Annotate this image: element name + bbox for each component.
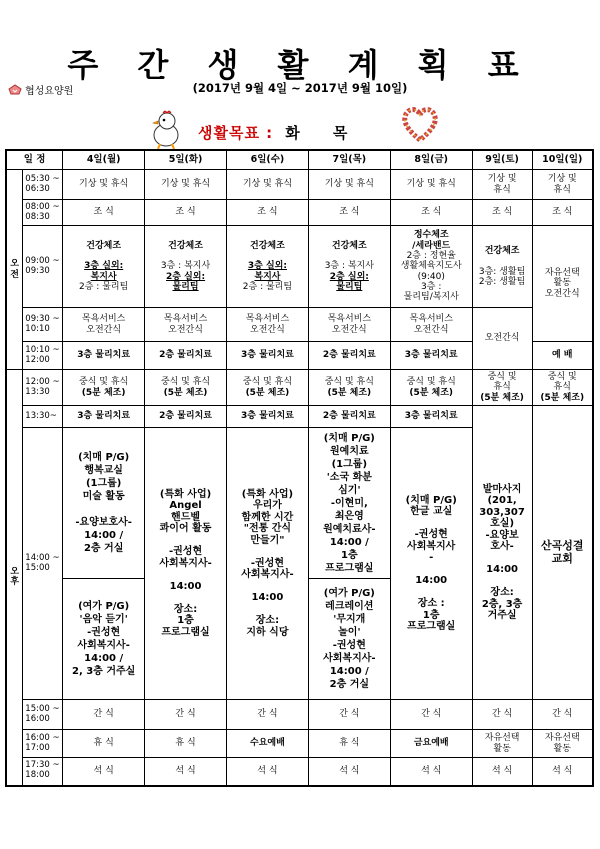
exercise-detail: 2층 실외: 물리팀	[166, 271, 206, 293]
exercise-detail: 3층 : 복지사	[324, 261, 374, 272]
schedule-cell: 3층 물리치료	[63, 342, 145, 370]
schedule-cell	[308, 226, 390, 308]
schedule-cell: 오전간식	[472, 308, 532, 370]
chick-mascot-icon	[145, 108, 187, 150]
schedule-cell: 석 식	[308, 758, 390, 786]
schedule-cell: 목욕서비스 오전간식	[63, 308, 145, 342]
time-cell: 14:00 ~ 15:00	[23, 428, 63, 700]
schedule-cell: 목욕서비스 오전간식	[308, 308, 390, 342]
row-therapy-pm	[6, 406, 593, 428]
program-block: (치매 P/G) 원예치료 (1그룹) '소국 화분 심기' -이현미, 최은영 원예치료사- 14:00 / 1층 프로그램실	[309, 428, 390, 579]
schedule-cell	[226, 226, 308, 308]
schedule-cell: 휴 식	[145, 730, 227, 758]
header-row	[6, 150, 593, 170]
schedule-cell: 간 식	[532, 700, 593, 730]
schedule-cell: 석 식	[390, 758, 472, 786]
lunch-sub: (5분 체조)	[245, 387, 290, 398]
schedule-cell: (특화 사업) 우리가 함께한 시간 "전통 간식 만들기" -권성현 사회복지사- 14:00 장소: 지하 식당	[226, 428, 308, 700]
program-block: (치매 P/G) 행복교실 (1그룹) 미술 활동 -요양보호사- 14:00 / 2층 거실	[63, 428, 144, 579]
schedule-cell	[145, 370, 227, 406]
exercise-detail: 3층: 생활팀 2층: 생활팀	[478, 266, 526, 287]
life-goal	[198, 122, 361, 143]
lunch-sub: (5분 체조)	[480, 392, 524, 403]
schedule-cell: 조 식	[308, 200, 390, 226]
section-pm: 오 후	[6, 370, 23, 786]
schedule-cell: 간 식	[63, 700, 145, 730]
lunch-label: 중식 및 휴식	[324, 377, 374, 388]
schedule-cell: 2층 물리치료	[145, 342, 227, 370]
schedule-cell	[390, 370, 472, 406]
exercise-detail: 2층 : 물리팀	[79, 282, 129, 293]
time-cell: 09:00 ~ 09:30	[23, 226, 63, 308]
schedule-cell: 간 식	[390, 700, 472, 730]
time-cell: 16:00 ~ 17:00	[23, 730, 63, 758]
flower-wreath-icon	[400, 104, 440, 144]
schedule-cell: 석 식	[145, 758, 227, 786]
exercise-detail: 2층 실외: 물리팀	[329, 271, 369, 293]
schedule-cell: 2층 물리치료	[145, 406, 227, 428]
time-cell: 17:30 ~ 18:00	[23, 758, 63, 786]
exercise-head: 건강체조	[168, 240, 203, 251]
schedule-cell: (치매 P/G) 한글 교실 -권성현 사회복지사 - 14:00 장소 : 1층 프로그램실	[390, 428, 472, 700]
row-dinner	[6, 758, 593, 786]
lunch-label: 중식 및 휴식	[242, 377, 293, 388]
exercise-head: 건강체조	[86, 240, 122, 251]
schedule-cell: 간 식	[226, 700, 308, 730]
schedule-cell	[472, 226, 532, 308]
schedule-cell: 석 식	[226, 758, 308, 786]
schedule-cell: 조 식	[226, 200, 308, 226]
schedule-cell	[63, 428, 145, 700]
schedule-cell: 조 식	[472, 200, 532, 226]
header-time: 일 정	[6, 150, 63, 170]
schedule-cell: 3층 물리치료	[63, 406, 145, 428]
schedule-cell: 간 식	[308, 700, 390, 730]
time-cell: 12:00 ~ 13:30	[23, 370, 63, 406]
lunch-label: 중식 및 휴식	[487, 371, 517, 393]
lunch-sub: (5분 체조)	[409, 387, 454, 398]
program-block: (여가 P/G) '음악 듣기' -권성현 사회복지사- 14:00 / 2, 3층 거주실	[71, 601, 136, 677]
row-breakfast	[6, 200, 593, 226]
header-day: 5일(화)	[145, 150, 227, 170]
schedule-cell: 3층 물리치료	[390, 406, 472, 428]
schedule-cell: 석 식	[63, 758, 145, 786]
schedule-cell: 기상 및 휴식	[226, 170, 308, 200]
schedule-cell: 휴 식	[63, 730, 145, 758]
exercise-head: 정수체조 /세라밴드	[412, 230, 451, 251]
time-cell: 15:00 ~ 16:00	[23, 700, 63, 730]
schedule-cell: 3층 물리치료	[226, 342, 308, 370]
exercise-head: 건강체조	[250, 240, 285, 251]
schedule-cell: 간 식	[145, 700, 227, 730]
goal-label: 생활목표 :	[198, 124, 274, 142]
schedule-cell: 기상 및 휴식	[145, 170, 227, 200]
schedule-cell	[308, 370, 390, 406]
lunch-label: 중식 및 휴식	[79, 377, 129, 388]
header-day: 8일(금)	[390, 150, 472, 170]
lunch-sub: (5분 체조)	[327, 387, 372, 398]
lunch-label: 중식 및 휴식	[406, 377, 456, 388]
schedule-cell: 간 식	[472, 700, 532, 730]
schedule-cell	[226, 370, 308, 406]
time-cell: 08:00 ~ 08:30	[23, 200, 63, 226]
schedule-cell: 목욕서비스 오전간식	[226, 308, 308, 342]
schedule-cell: 기상 및 휴식	[63, 170, 145, 200]
schedule-cell: 발마사지 (201, 303,307 호실) -요양보 호사- 14:00 장소: 2층, 3층 거주실	[472, 406, 532, 700]
header-day: 9일(토)	[472, 150, 532, 170]
schedule-cell: 2층 물리치료	[308, 342, 390, 370]
exercise-head: 건강체조	[484, 245, 520, 256]
header-day: 6일(수)	[226, 150, 308, 170]
schedule-cell: 자유선택 활동	[532, 730, 593, 758]
time-cell: 05:30 ~ 06:30	[23, 170, 63, 200]
lunch-sub: (5분 체조)	[163, 387, 208, 398]
schedule-cell: 기상 및 휴식	[390, 170, 472, 200]
weekly-schedule-table	[5, 149, 594, 787]
schedule-cell	[63, 226, 145, 308]
schedule-cell: 수요예배	[226, 730, 308, 758]
schedule-cell: 목욕서비스 오전간식	[145, 308, 227, 342]
schedule-cell: 휴 식	[308, 730, 390, 758]
exercise-head: 건강체조	[331, 240, 367, 251]
schedule-cell: 석 식	[532, 758, 593, 786]
schedule-cell: 자유선택 활동	[472, 730, 532, 758]
schedule-cell	[63, 370, 145, 406]
schedule-cell: 조 식	[390, 200, 472, 226]
schedule-cell: 조 식	[532, 200, 593, 226]
schedule-cell: 금요예배	[390, 730, 472, 758]
schedule-cell: 목욕서비스 오전간식	[390, 308, 472, 342]
schedule-cell	[145, 226, 227, 308]
schedule-cell	[308, 428, 390, 700]
schedule-cell	[472, 370, 532, 406]
schedule-cell: 자유선택 활동 오전간식	[532, 226, 593, 342]
schedule-cell: 조 식	[145, 200, 227, 226]
exercise-detail: 2층 : 물리팀	[242, 282, 293, 293]
header-day: 4일(월)	[63, 150, 145, 170]
program-block: (여가 P/G) 레크레이션 '무지개 놀이' -권성현 사회복지사- 14:00 / 2층 거실	[323, 588, 376, 690]
exercise-detail: 2층 : 정현율 생활체육지도사 (9:40) 3층 : 물리팀/복지사	[400, 250, 462, 303]
lunch-label: 중식 및 휴식	[547, 371, 577, 393]
schedule-cell: 예 배	[532, 342, 593, 370]
row-exercise	[6, 226, 593, 308]
lunch-sub: (5분 체조)	[81, 387, 126, 398]
schedule-cell: 산곡성결 교회	[532, 406, 593, 700]
row-evening	[6, 730, 593, 758]
row-snack	[6, 700, 593, 730]
section-am: 오 전	[6, 170, 23, 370]
schedule-cell: 3층 물리치료	[226, 406, 308, 428]
time-cell: 10:10 ~ 12:00	[23, 342, 63, 370]
schedule-cell: 2층 물리치료	[308, 406, 390, 428]
org-name: 협성요양원	[25, 86, 74, 97]
schedule-cell: 기상 및 휴식	[472, 170, 532, 200]
exercise-detail: 3층 : 복지사	[160, 261, 211, 272]
time-cell: 13:30~	[23, 406, 63, 428]
schedule-cell: 기상 및 휴식	[308, 170, 390, 200]
row-lunch	[6, 370, 593, 406]
header-day: 10일(일)	[532, 150, 593, 170]
page-title: 주 간 생 활 계 획 표	[67, 46, 533, 84]
schedule-cell	[390, 226, 472, 308]
schedule-cell: 석 식	[472, 758, 532, 786]
schedule-cell	[532, 370, 593, 406]
schedule-cell: 기상 및 휴식	[532, 170, 593, 200]
row-wake	[6, 170, 593, 200]
time-cell: 09:30 ~ 10:10	[23, 308, 63, 342]
row-bath	[6, 308, 593, 342]
lunch-label: 중식 및 휴식	[160, 377, 211, 388]
goal-value: 화 목	[285, 124, 362, 142]
lunch-sub: (5분 체조)	[540, 392, 585, 403]
exercise-detail: 3층 실외: 복지사	[247, 261, 287, 282]
date-range: (2017년 9월 4일 ~ 2017년 9월 10일)	[192, 81, 408, 95]
exercise-detail: 3층 실외: 복지사	[84, 261, 124, 282]
schedule-cell: 3층 물리치료	[390, 342, 472, 370]
schedule-cell: (특화 사업) Angel 핸드벨 콰이어 활동 -권성현 사회복지사- 14:00 장소: 1층 프로그램실	[145, 428, 227, 700]
header-day: 7일(목)	[308, 150, 390, 170]
schedule-cell: 조 식	[63, 200, 145, 226]
